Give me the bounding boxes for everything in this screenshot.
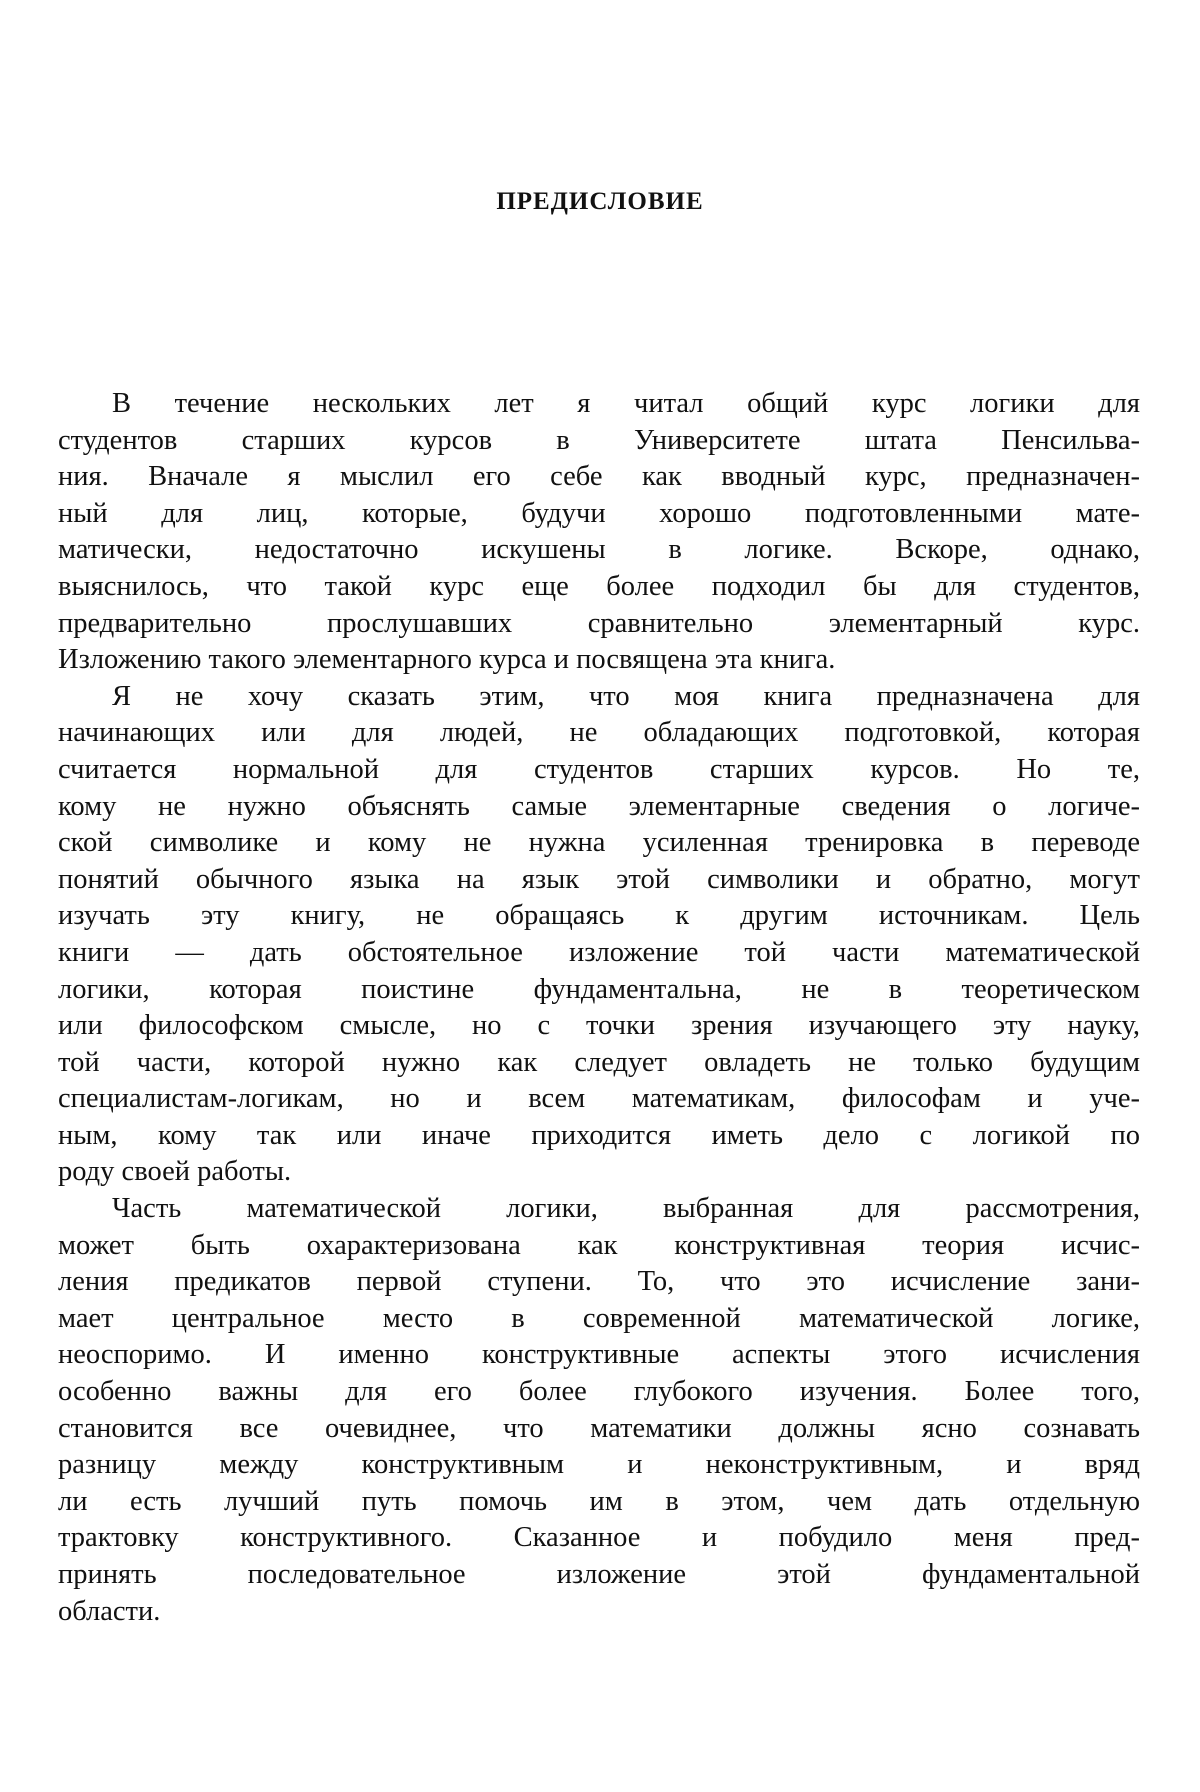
- text-line: выяснилось, что такой курс еще более подходил бы для студентов,: [58, 570, 1140, 602]
- text-line: Изложению такого элементарного курса и посвящена эта книга.: [58, 644, 836, 676]
- paragraph: [58, 1191, 1140, 1630]
- preface-body: [58, 386, 1140, 1630]
- text-line: специалистам-логикам, но и всем математикам, философам и уче-: [58, 1083, 1140, 1115]
- text-line: особенно важны для его более глубокого изучения. Более того,: [58, 1376, 1140, 1408]
- text-line: принять последовательное изложение этой фундаментальной: [58, 1559, 1140, 1590]
- text-line: ления предикатов первой ступени. То, что это исчисление зани-: [58, 1266, 1140, 1298]
- paragraph: [58, 386, 1140, 679]
- text-line: изучать эту книгу, не обращаясь к другим источникам. Цель: [58, 900, 1140, 932]
- text-line: мает центральное место в современной математической логике,: [58, 1302, 1140, 1334]
- text-line: кому не нужно объяснять самые элементарные сведения о логиче-: [58, 790, 1140, 822]
- text-line: матически, недостаточно искушены в логике. Вскоре, однако,: [58, 534, 1140, 566]
- text-line: В течение нескольких лет я читал общий курс логики для: [112, 388, 1140, 419]
- text-line: той части, которой нужно как следует овладеть не только будущим: [58, 1046, 1140, 1078]
- text-line: начинающих или для людей, не обладающих подготовкой, которая: [58, 717, 1140, 749]
- paragraph: [58, 679, 1140, 1191]
- page-title: ПРЕДИСЛОВИЕ: [496, 188, 704, 215]
- text-line: ли есть лучший путь помочь им в этом, чем дать отдельную: [58, 1485, 1140, 1517]
- text-line: понятий обычного языка на язык этой символики и обратно, могут: [58, 863, 1140, 895]
- text-line: разницу между конструктивным и неконструктивным, и вряд: [58, 1449, 1140, 1481]
- text-line: становится все очевиднее, что математики должны ясно сознавать: [58, 1412, 1140, 1444]
- text-line: роду своей работы.: [58, 1156, 292, 1188]
- text-line: Часть математической логики, выбранная для рассмотрения,: [112, 1193, 1140, 1225]
- text-line: предварительно прослушавших сравнительно элементарный курс.: [58, 607, 1140, 639]
- text-line: или философском смысле, но с точки зрения изучающего эту науку,: [58, 1010, 1140, 1042]
- text-line: ния. Вначале я мыслил его себе как вводный курс, предназначен-: [58, 461, 1140, 493]
- text-line: логики, которая поистине фундаментальна, не в теоретическом: [58, 973, 1140, 1005]
- text-line: Я не хочу сказать этим, что моя книга предназначена для: [112, 680, 1140, 712]
- text-line: ный для лиц, которые, будучи хорошо подготовленными мате-: [58, 497, 1140, 529]
- text-line: неоспоримо. И именно конструктивные аспекты этого исчисления: [58, 1339, 1140, 1371]
- text-line: считается нормальной для студентов старших курсов. Но те,: [58, 753, 1140, 785]
- text-line: студентов старших курсов в Университете штата Пенсильва-: [58, 424, 1140, 456]
- text-line: книги — дать обстоятельное изложение той части математической: [58, 936, 1140, 968]
- text-line: трактовку конструктивного. Сказанное и побудило меня пред-: [58, 1522, 1140, 1554]
- text-line: ным, кому так или иначе приходится иметь дело с логикой по: [58, 1119, 1140, 1151]
- text-line: может быть охарактеризована как конструктивная теория исчис-: [58, 1229, 1140, 1261]
- text-line: ской символике и кому не нужна усиленная тренировка в переводе: [58, 827, 1140, 859]
- text-line: области.: [58, 1595, 161, 1627]
